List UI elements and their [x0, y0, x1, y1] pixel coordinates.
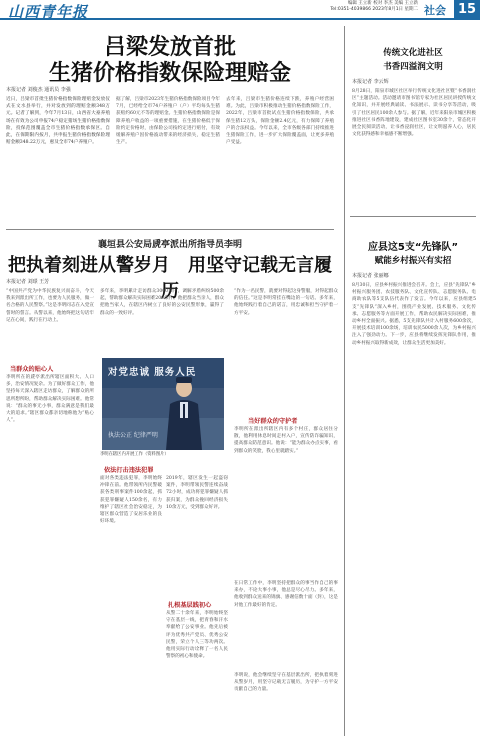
sidebar1-text: 8月28日，阳泉市城区社区举行传统文化进社区暨“书香润社区”主题活动。活动邀请市图书馆专家为社区居民讲授传统文化知识，并开展经典诵读、书法展示、读书分享等活动，吸引了社区居民100余人参与。据了解，近年来阳泉市城区积极推进社区书香阵地建设，建成社区图书室30余个，常态化开展全民阅读活动，让书香浸润社区，让文明滋养人心，居民文化获得感和幸福感不断增强。 [352, 89, 476, 138]
article2-subhead-4: 当好群众的守护者 [248, 418, 298, 425]
article2-headline: 把执着刻进从警岁月 用坚守记载无言履历 [8, 255, 332, 302]
section-title: 社会 [424, 4, 446, 17]
masthead [0, 0, 480, 20]
photo-caption: 李明在辖区内开展工作（资料图片） [100, 452, 169, 457]
article1-col3: 去年来，吕梁市生猪价格连续下跌，养殖户经营困难。为此，吕梁市积极推动生猪价格指数保险工作，2022年，吕梁市首批试点生猪价格指数保险，共承保生猪12万头，保险金额2.4亿元，有力保障了养殖户的合法权益。今年以来，全市各级各部门持续推进生猪保险工作，进一步扩大保险覆盖面，让更多养殖户受益。 [226, 97, 334, 146]
article2-col4-para2: 李明所在派出所辖区内有多个村庄，群众居住分散，他利用休息时间走村入户，宣传防诈骗知识，提高群众防范意识。他说：“能为群众办点实事，看到群众的笑脸，我心里就踏实。” [234, 427, 338, 454]
article2-col5-para2: 李明说，他会继续坚守在基层派出所，把执着刻进从警岁月，用坚守记载无言履历，为守护一方平安贡献自己的力量。 [234, 673, 338, 693]
article2-subhead-1: 当群众的贴心人 [10, 366, 54, 373]
article1-byline: 本报记者 刘俊杰 通讯员 李强 [6, 87, 71, 93]
article1-col2: 据了解，吕梁市2023年生猪价格指数保险项目今年7月，已经给全市74户养殖户（户）平均每头生猪获赔约60元不等的理赔金。生猪价格指数保险是保障养殖户收益的一项重要措施，在生猪价格低于保险约定价格时，由保险公司按约定进行赔付，有效缓解养殖户因价格波动带来的经济损失，稳定生猪生产。 [116, 97, 220, 146]
sidebar2-byline: 本报记者 张丽娜 [352, 273, 389, 279]
article2-col1-para1: “中国共产党为中华民族复兴而奋斗，今天我来到派出所工作，也要为人民服务，做一名合格的人民警察。”这是李明同志在入党宣誓时的誓言。从警以来，他始终把这句话牢记在心间，践行在行动上。 [6, 289, 94, 323]
sidebar-divider [350, 216, 476, 217]
article1-headline-line2: 生猪价格指数保险理赔金 [48, 61, 291, 86]
editor-line: 编辑 王立新 校对 李杰 美编 王立新 [347, 1, 418, 6]
sidebar1-byline: 本报记者 李云辉 [352, 79, 389, 85]
article2-kicker: 襄垣县公安局虒亭派出所指导员李明 [97, 240, 242, 250]
article1-col1: 近日，吕梁市首批生猪价格指数保险理赔金发放仪式在文水县举行，并对发放到的理赔金额348万元。记者了解到，今年7月13日，山西省大豪养殖场在有效为公司申报74户稳定猪场生猪价格指数保险，投保范围覆盖全市生猪价格指数承保区。自此，在保期限内按月，共申报生猪价格指数保险理赔金额348.22万元，惠及全市74户养殖户。 [6, 97, 110, 146]
article-divider [6, 229, 334, 230]
article2-col2-para2: 面对各类违法犯罪，李明始终冲锋在前。他带领所内民警破获各类刑事案件100余起，抓获犯罪嫌疑人150余名，有力维护了辖区社会治安稳定，为辖区群众营造了安居乐业的良好环境。 [100, 476, 162, 525]
photo-banner-text: 对党忠诚 服务人民 [108, 367, 197, 378]
article2-col3-para1: 2019年，辖区发生一起盗窃案件，李明带领民警连续奋战72小时，成功将犯罪嫌疑人抓获归案，为群众挽回经济损失10余万元，受到群众好评。 [166, 476, 228, 510]
photo-banner-text-2: 执法公正 纪律严明 [108, 432, 158, 439]
sidebar2-headline-line2: 赋能乡村振兴有实招 [374, 256, 452, 266]
page-number: 15 [454, 0, 480, 20]
article2-col5-para1: 在日常工作中，李明坚持把群众的事当作自己的事来办，不论大事小事，他总是尽心尽力。多年来，他收到群众送来的锦旗、感谢信数十面（封），这是对他工作最好的肯定。 [234, 581, 338, 608]
article2-byline: 本报记者 刘璟 王芳 [6, 279, 50, 285]
article2-subhead-3: 扎根基层践初心 [168, 602, 212, 609]
sidebar2-text: 8月30日，应县乡村振兴推进会召开。会上，应县“先锋队”乡村振兴服务团、农技服务队、文化宣传队、志愿服务队、电商助农队等5支队伍代表作了发言。今年以来，应县组建5支“先锋队”深入乡村，围绕产业发展、技术服务、文化传承、志愿服务等方面开展工作，帮助农民解决实际困难，推动乡村全面振兴。据悉，5支先锋队共计入村服务600余次，开展技术培训100余场，培训农民5000余人次，为乡村振兴注入了强劲动力。下一步，应县将继续发挥先锋队作用，推动乡村振兴取得新成效，让群众生活更加美好。 [352, 283, 476, 346]
column-divider [344, 26, 345, 736]
sidebar1-headline-line2: 书香四溢润文明 [383, 62, 443, 72]
article2-photo [102, 358, 224, 450]
date-line: Tel:0351-4039866 2023年8月1日 星期二 [330, 7, 418, 12]
article2-col1-para2: 李明所在的虒亭派出所辖区面积大、人口多，治安情况复杂。为了做好群众工作，他坚持每天深入辖区走访群众，了解群众的所思所想所盼，帮助群众解决实际困难。他常说：“群众的事无小事，群众满意是我们最大的追求。”辖区群众都亲切地称他为“贴心人”。 [6, 375, 94, 424]
sidebar1-headline-line1: 传统文化进社区 [383, 48, 443, 58]
sidebar2-headline-line1: 应县这5支“先锋队” [367, 242, 459, 253]
article2-col3-para2: 从警二十余年来，李明始终坚守在基层一线，把青春和汗水奉献给了公安事业。他先后被评为优秀共产党员、优秀公安民警，荣立个人三等功两次。他用实际行动诠释了一名人民警察的初心和使命。 [166, 611, 228, 660]
article2-subhead-2: 依法打击违法犯罪 [104, 467, 154, 474]
masthead-info [268, 1, 418, 13]
newspaper-logo: 山西青年报 [8, 3, 89, 21]
article2-col4-para1: “作为一名民警，就要对得起这身警服，对得起群众的信任。”这是李明常挂在嘴边的一句话。多年来，他始终践行着自己的诺言，用忠诚和担当守护着一方平安。 [234, 289, 338, 316]
article2-col2-para1: 多年来，李明累计走访群众3000余户，调解矛盾纠纷500余起，帮助群众解决实际困难200余件。他把群众当亲人，群众把他当家人，在辖区内树立了良好的公安民警形象，赢得了群众的一致好评。 [100, 289, 224, 316]
article1-headline-line1: 吕梁发放首批 [103, 35, 236, 60]
